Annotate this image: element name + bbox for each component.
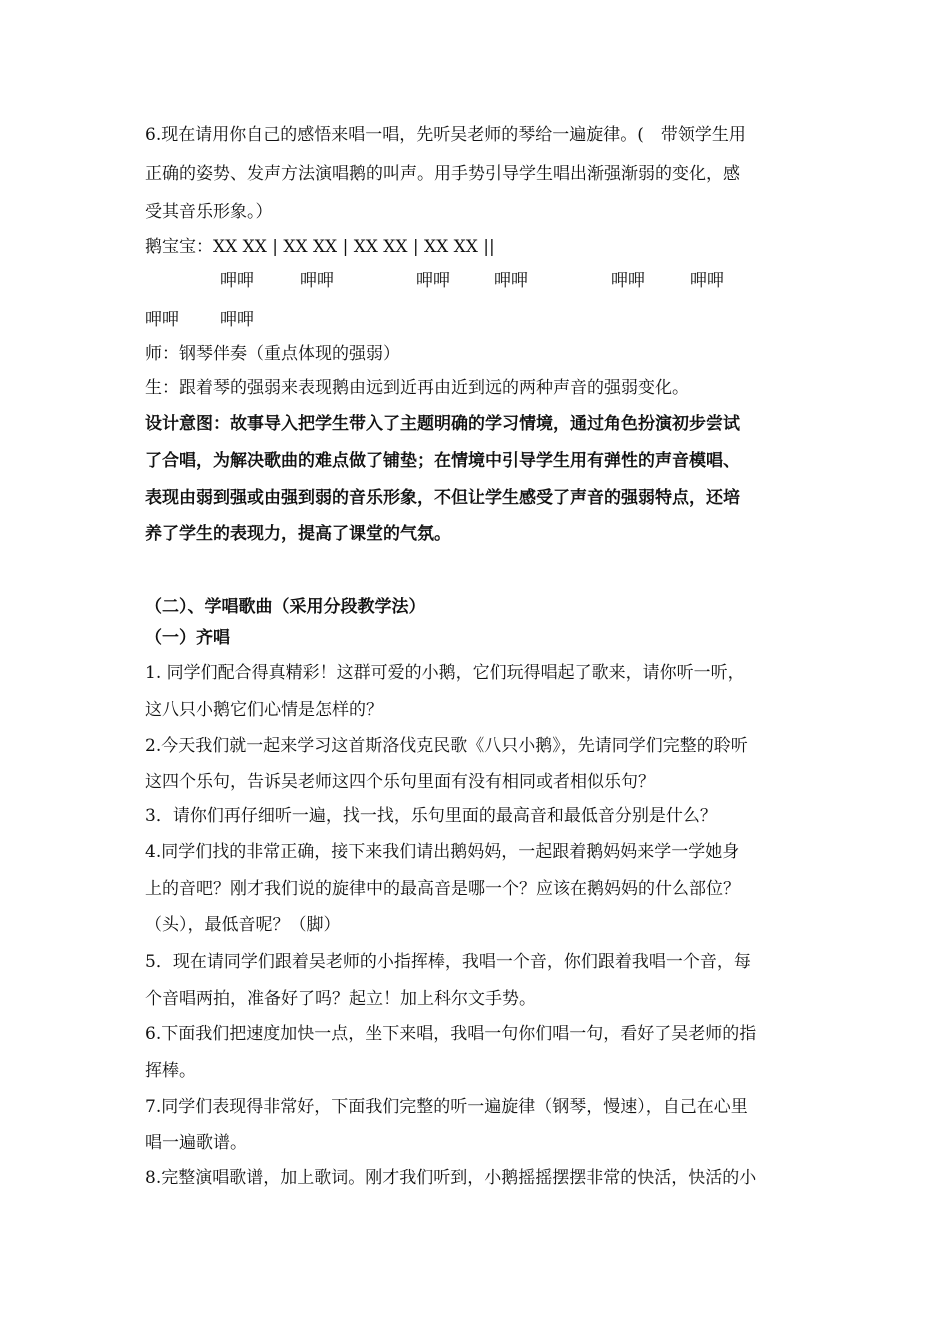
syllable: 呷呷 <box>416 271 450 291</box>
list-item-line: 个音唱两拍，准备好了吗？起立！加上科尔文手势。 <box>145 989 536 1009</box>
syllable: 呷呷 <box>690 271 724 291</box>
list-item-line: 8.完整演唱歌谱，加上歌词。刚才我们听到，小鹅摇摇摆摆非常的快活，快活的小 <box>145 1168 757 1188</box>
list-item-line: 这四个乐句，告诉吴老师这四个乐句里面有没有相同或者相似乐句？ <box>145 772 655 792</box>
teacher-line: 师：钢琴伴奏（重点体现的强弱） <box>145 344 400 364</box>
section-heading: （二）、学唱歌曲（采用分段教学法） <box>145 597 426 617</box>
syllable: 呷呷 <box>145 310 179 330</box>
list-item-line: 3．请你们再仔细听一遍，找一找，乐句里面的最高音和最低音分别是什么？ <box>145 806 717 826</box>
list-item-line: 唱一遍歌谱。 <box>145 1133 247 1153</box>
rhythm-notation: 鹅宝宝：XX XX | XX XX | XX XX | XX XX || <box>145 237 495 257</box>
syllable: 呷呷 <box>220 310 254 330</box>
list-item-line: 这八只小鹅它们心情是怎样的？ <box>145 700 383 720</box>
syllable: 呷呷 <box>300 271 334 291</box>
list-item-line: 挥棒。 <box>145 1061 196 1081</box>
design-intent-line: 设计意图：故事导入把学生带入了主题明确的学习情境，通过角色扮演初步尝试 <box>145 414 740 434</box>
list-item-line: 7.同学们表现得非常好，下面我们完整的听一遍旋律（钢琴，慢速），自己在心里 <box>145 1097 748 1117</box>
list-item-line: 2.今天我们就一起来学习这首斯洛伐克民歌《八只小鹅》，先请同学们完整的聆听 <box>145 736 748 756</box>
student-line: 生：跟着琴的强弱来表现鹅由远到近再由近到远的两种声音的强弱变化。 <box>145 378 689 398</box>
paragraph-line: 正确的姿势、发声方法演唱鹅的叫声。用手势引导学生唱出渐强渐弱的变化，感 <box>145 164 740 184</box>
paragraph-line: 6.现在请用你自己的感悟来唱一唱，先听吴老师的琴给一遍旋律。( 带领学生用 <box>145 125 746 145</box>
list-item-line: 1. 同学们配合得真精彩！这群可爱的小鹅，它们玩得唱起了歌来，请你听一听， <box>145 663 745 683</box>
syllable: 呷呷 <box>220 271 254 291</box>
list-item-line: 6.下面我们把速度加快一点，坐下来唱，我唱一句你们唱一句，看好了吴老师的指 <box>145 1024 757 1044</box>
syllable: 呷呷 <box>494 271 528 291</box>
list-item-line: （头），最低音呢？（脚） <box>145 915 341 935</box>
design-intent-line: 了合唱，为解决歌曲的难点做了铺垫；在情境中引导学生用有弹性的声音模唱、 <box>145 451 740 471</box>
subsection-heading: （一）齐唱 <box>145 628 230 648</box>
paragraph-line: 受其音乐形象。） <box>145 202 273 222</box>
syllable: 呷呷 <box>611 271 645 291</box>
design-intent-line: 表现由弱到强或由强到弱的音乐形象，不但让学生感受了声音的强弱特点，还培 <box>145 488 740 508</box>
list-item-line: 上的音吧？刚才我们说的旋律中的最高音是哪一个？应该在鹅妈妈的什么部位？ <box>145 879 740 899</box>
list-item-line: 4.同学们找的非常正确，接下来我们请出鹅妈妈，一起跟着鹅妈妈来学一学她身 <box>145 842 740 862</box>
list-item-line: 5．现在请同学们跟着吴老师的小指挥棒，我唱一个音，你们跟着我唱一个音，每 <box>145 952 751 972</box>
design-intent-line: 养了学生的表现力，提高了课堂的气氛。 <box>145 524 451 544</box>
